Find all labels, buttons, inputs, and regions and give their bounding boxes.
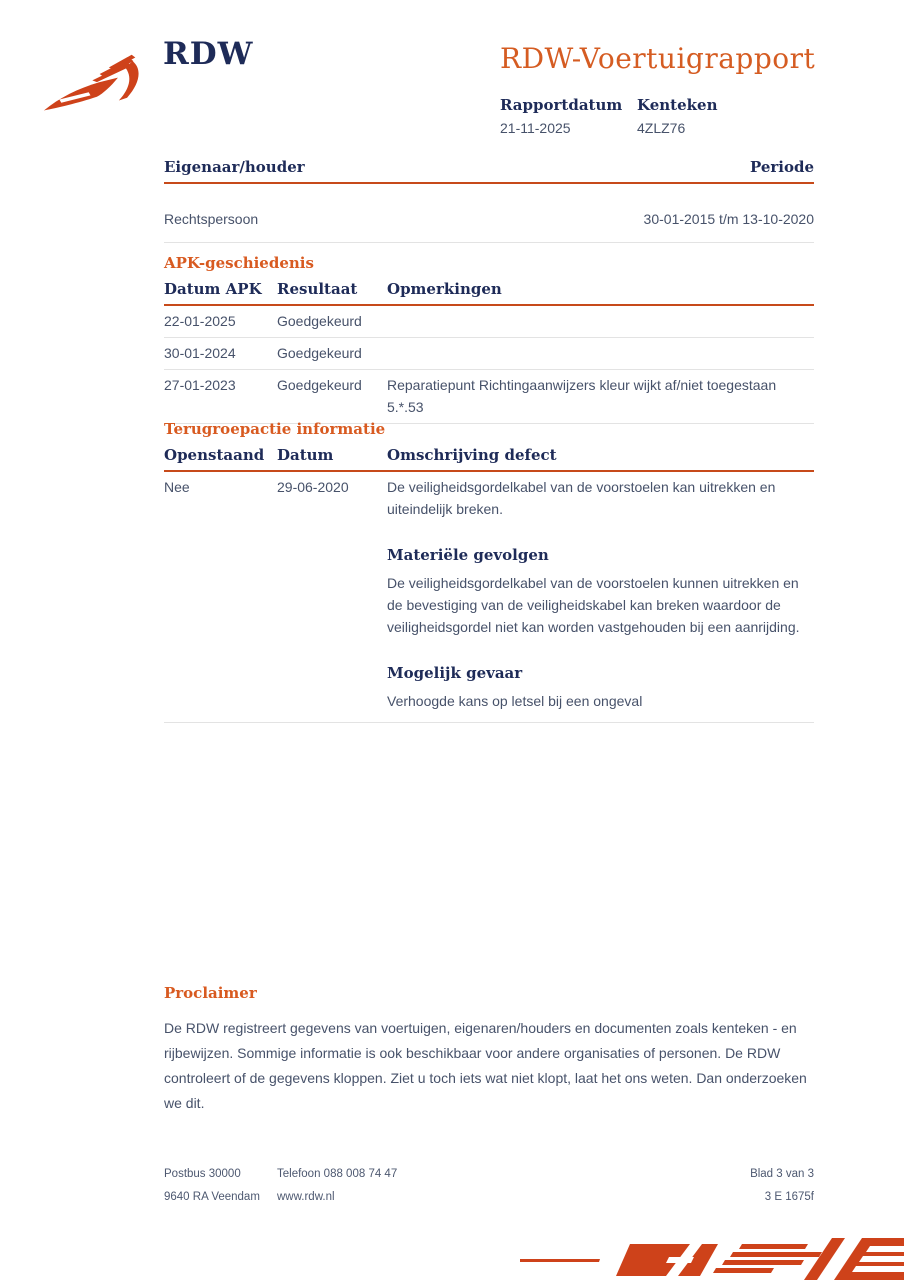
- owner-section: [164, 158, 814, 243]
- recall-defect-description: De veiligheidsgordelkabel van de voorstoelen kan uitrekken en uiteindelijk breken.: [387, 479, 776, 517]
- recall-date-value: 29-06-2020: [277, 479, 349, 495]
- owner-row: [164, 208, 814, 243]
- apk-remarks: Reparatiepunt Richtingaanwijzers kleur wijkt af/niet toegestaan 5.*.53: [387, 377, 777, 415]
- apk-col-remarks: Opmerkingen: [387, 280, 502, 298]
- recall-section: [164, 420, 814, 723]
- footer-page-info: Blad 3 van 3: [750, 1168, 814, 1180]
- period-heading: Periode: [749, 158, 814, 176]
- table-row: [164, 472, 814, 723]
- report-meta: [500, 96, 717, 136]
- apk-date: 27-01-2023: [164, 377, 236, 393]
- report-date-label: Rapportdatum: [500, 96, 623, 114]
- page-title: RDW-Voertuigrapport: [500, 42, 816, 75]
- license-plate-value: 4ZLZ76: [637, 120, 686, 136]
- table-row: [164, 370, 814, 424]
- table-row: [164, 306, 814, 338]
- proclaimer-text: De RDW registreert gegevens van voertuigen, eigenaren/houders en documenten zoals kenteken - en rijbewijzen. Sommige informatie is ook beschikbaar voor andere organisaties of personen. De RDW controleert of de gegevens kloppen. Ziet u toch iets wat niet klopt, laat het ons weten. Dan onderzoeken we dit.: [164, 1020, 807, 1111]
- footer-phone: Telefoon 088 008 74 47: [277, 1168, 398, 1180]
- recall-col-date: Datum: [277, 446, 334, 464]
- proclaimer-section: [164, 984, 814, 1116]
- rdw-wing-logo-icon: [38, 52, 154, 116]
- apk-col-date: Datum APK: [164, 280, 262, 298]
- table-row: [164, 338, 814, 370]
- footer-doc-code: 3 E 1675f: [764, 1191, 814, 1203]
- period-value: 30-01-2015 t/m 13-10-2020: [643, 211, 814, 227]
- owner-type-value: Rechtspersoon: [164, 211, 259, 227]
- apk-col-result: Resultaat: [277, 280, 358, 298]
- footer-website: www.rdw.nl: [277, 1191, 335, 1203]
- apk-table-header: [164, 280, 814, 306]
- apk-section-heading: APK-geschiedenis: [164, 254, 314, 272]
- footer-city: 9640 RA Veendam: [164, 1191, 260, 1203]
- speed-lines-graphic-icon: [520, 1234, 904, 1280]
- recall-table-header: [164, 446, 814, 472]
- apk-history-section: [164, 254, 814, 424]
- apk-remarks: [387, 310, 814, 332]
- apk-date: 22-01-2025: [164, 313, 236, 329]
- proclaimer-heading: Proclaimer: [164, 984, 257, 1002]
- recall-danger-heading: Mogelijk gevaar: [387, 664, 523, 682]
- owner-section-heading: Eigenaar/houder: [164, 158, 305, 176]
- recall-col-defect: Omschrijving defect: [387, 446, 557, 464]
- apk-result: Goedgekeurd: [277, 313, 362, 329]
- recall-col-open: Openstaand: [164, 446, 265, 464]
- apk-result: Goedgekeurd: [277, 377, 362, 393]
- recall-danger-text: Verhoogde kans op letsel bij een ongeval: [387, 693, 643, 709]
- apk-date: 30-01-2024: [164, 345, 236, 361]
- recall-consequences-heading: Materiële gevolgen: [387, 546, 549, 564]
- apk-remarks: [387, 342, 814, 364]
- footer-postbox: Postbus 30000: [164, 1168, 241, 1180]
- report-date-value: 21-11-2025: [500, 120, 571, 136]
- page-footer: [164, 1168, 814, 1214]
- recall-open-value: Nee: [164, 479, 190, 495]
- apk-result: Goedgekeurd: [277, 345, 362, 361]
- recall-section-heading: Terugroepactie informatie: [164, 420, 386, 438]
- rdw-wordmark: RDW: [163, 36, 254, 72]
- recall-consequences-text: De veiligheidsgordelkabel van de voorstoelen kunnen uitrekken en de bevestiging van de veiligheidskabel kan breken waardoor de veiligheidsgordel niet kan worden vastgehouden bij een aanrijding.: [387, 575, 800, 635]
- license-plate-label: Kenteken: [637, 96, 718, 114]
